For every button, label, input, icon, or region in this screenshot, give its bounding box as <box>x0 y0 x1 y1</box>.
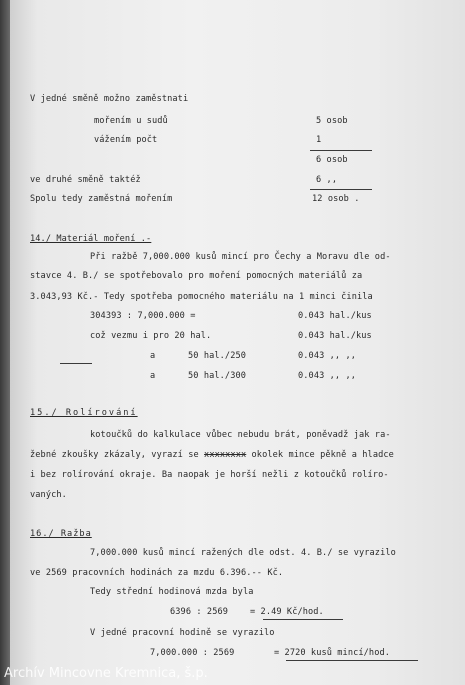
s15-line-2-end: okolek mince pěkně a hladce <box>251 450 394 460</box>
row-value-2: 1 <box>316 135 322 145</box>
row-value-5: 12 osob . <box>312 194 360 204</box>
section-15-heading: 15./ Rolírování <box>30 408 138 418</box>
s16-result-underline-2 <box>286 660 418 661</box>
s14-para-line-3: 3.043,93 Kč.- Tedy spotřeba pomocného materiálu na 1 minci činila <box>30 292 373 302</box>
s15-para-line-3: i bez rolírování okraje. Ba naopak je horší nežli z kotoučků rolíro- <box>30 470 389 480</box>
s14-margin-rule <box>60 363 92 364</box>
s14-calc-3: 50 hal./250 <box>188 351 247 361</box>
s16-para-line-3: Tedy střední hodinová mzda byla <box>90 587 254 597</box>
s16-para-line-1: 7,000.000 kusů mincí ražených dle odst. 4. B./ se vyrazilo <box>90 548 396 558</box>
shift-intro: V jedné směně možno zaměstnati <box>30 94 189 104</box>
s14-calc-2: což vezmu i pro 20 hal. <box>90 331 212 341</box>
s16-calc-2-left: 7,000.000 : 2569 <box>150 648 235 658</box>
s14-calc-4-a: a <box>150 371 156 381</box>
s14-calc-4: 50 hal./300 <box>188 371 247 381</box>
s15-para-line-2 <box>30 450 394 460</box>
s14-calc-1-result: 0.043 hal./kus <box>298 311 372 321</box>
s14-calc-3-a: a <box>150 351 156 361</box>
s14-para-line-1: Při ražbě 7,000.000 kusů mincí pro Čechy a Moravu dle od- <box>90 252 391 262</box>
s16-calc-1-right: = 2.49 Kč/hod. <box>250 607 324 617</box>
row-label-2: vážením počt <box>94 135 158 145</box>
s14-calc-3-result: 0.043 ,, ,, <box>298 351 357 361</box>
s15-para-line-4: vaných. <box>30 490 67 500</box>
s14-calc-4-result: 0.043 ,, ,, <box>298 371 357 381</box>
s16-result-underline-1 <box>263 619 343 620</box>
row-value-3: 6 osob <box>316 155 348 165</box>
s14-calc-2-result: 0.043 hal./kus <box>298 331 372 341</box>
section-14-heading: 14./ Materiál moření .- <box>30 234 152 244</box>
row-label-1: mořením u sudů <box>94 116 168 126</box>
s15-para-line-1: kotoučků do kalkulace vůbec nebudu brát, poněvadž jak ra- <box>90 430 391 440</box>
s16-para-line-4: V jedné pracovní hodině se vyrazilo <box>90 628 275 638</box>
s16-calc-2-right: = 2720 kusů mincí/hod. <box>274 648 391 658</box>
document-page <box>10 0 465 685</box>
s15-line-2-start: žebné zkoušky zkázaly, vyrazí se <box>30 450 199 460</box>
row-label-4: ve druhé směně taktéž <box>30 175 141 185</box>
sum-rule <box>310 150 372 151</box>
s14-calc-1: 304393 : 7,000.000 = <box>90 311 196 321</box>
total-rule <box>310 189 372 190</box>
section-16-heading: 16./ Ražba <box>30 529 92 539</box>
scan-edge-shadow <box>0 0 10 685</box>
s16-calc-1-left: 6396 : 2569 <box>170 607 229 617</box>
row-label-5: Spolu tedy zaměstná mořením <box>30 194 173 204</box>
row-value-1: 5 osob <box>316 116 348 126</box>
row-value-4: 6 ,, <box>316 175 338 185</box>
struck-word: xxxxxxxx <box>204 450 247 460</box>
archive-watermark: Archív Mincovne Kremnica, š.p. <box>4 666 208 681</box>
s14-para-line-2: stavce 4. B./ se spotřebovalo pro moření pomocných materiálů za <box>30 271 363 281</box>
s16-para-line-2: ve 2569 pracovních hodinách za mzdu 6.396.-- Kč. <box>30 568 284 578</box>
